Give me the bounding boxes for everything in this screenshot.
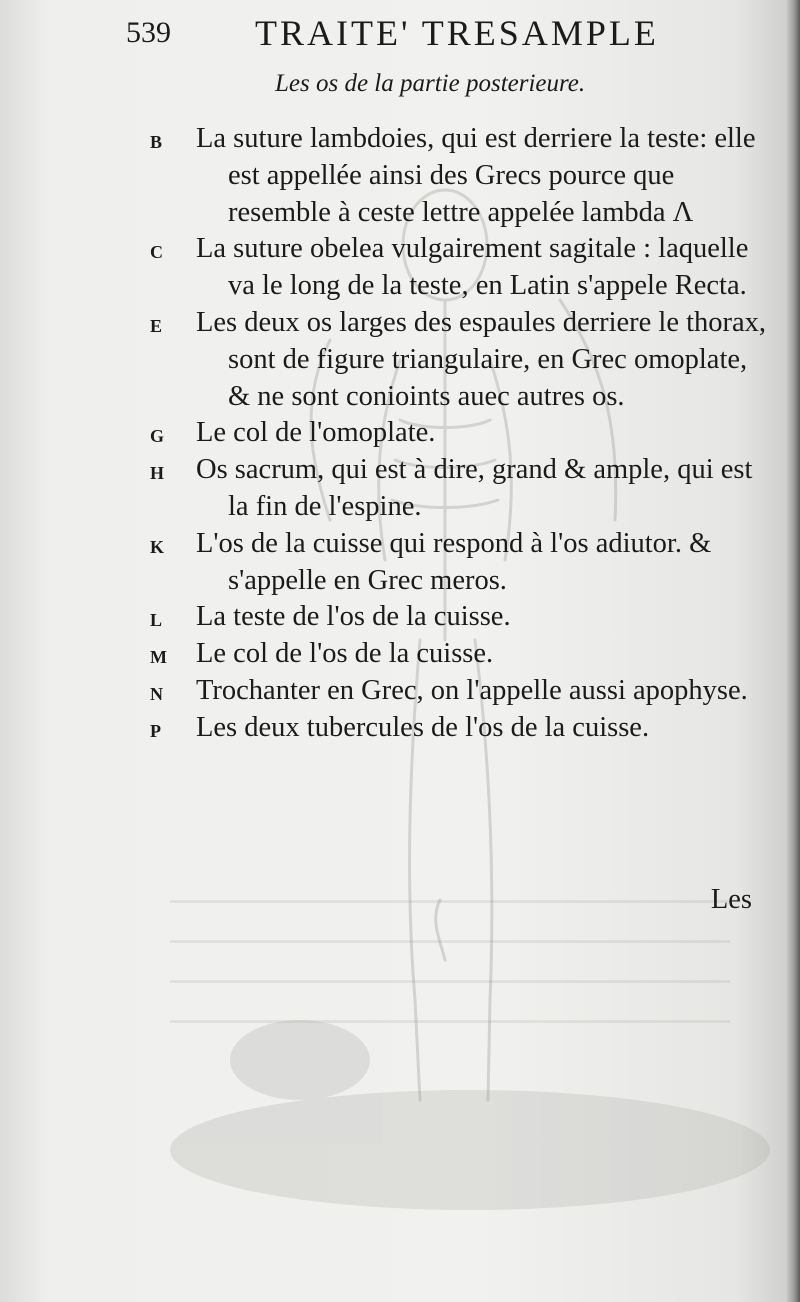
entry-text: Trochanter en Grec, on l'appelle aussi apophyse.	[196, 674, 748, 706]
entry-h	[150, 452, 770, 526]
entry-letter: B	[150, 132, 163, 152]
entry-n	[150, 673, 770, 710]
entry-letter: C	[150, 242, 163, 263]
section-title: Les os de la partie posterieure.	[275, 70, 586, 97]
entry-text: La suture lambdoies, qui est derriere la teste: elle est appellée ainsi des Grecs pource que resemble à ceste lettre appelée lambda Λ	[196, 123, 756, 228]
entry-e	[150, 305, 770, 415]
entry-letter: L	[150, 610, 163, 631]
entry-text: Les deux tubercules de l'os de la cuisse.	[196, 711, 650, 743]
entry-p	[150, 710, 770, 747]
entry-m	[150, 636, 770, 673]
entry-letter: G	[150, 426, 165, 447]
entry-letter: N	[150, 683, 163, 704]
entry-k	[150, 526, 770, 600]
entry-text: L'os de la cuisse qui respond à l'os adiutor. & s'appelle en Grec meros.	[196, 527, 712, 596]
entry-c	[150, 231, 770, 305]
entry-letter: H	[150, 463, 165, 484]
page-edge-shadow	[786, 0, 800, 1302]
entry-b	[150, 121, 770, 231]
entry-letter: M	[150, 647, 167, 668]
entry-text: Os sacrum, qui est à dire, grand & ample, qui est la fin de l'espine.	[196, 454, 753, 522]
entry-text: Le col de l'omoplate.	[196, 417, 436, 449]
page-header	[0, 8, 800, 52]
entry-g	[150, 415, 770, 452]
catchword: Les	[710, 884, 752, 915]
entry-text: La suture obelea vulgairement sagitale : laquelle va le long de la teste, en Latin s'appele Recta.	[196, 233, 749, 302]
entry-text: La teste de l'os de la cuisse.	[196, 601, 511, 633]
entry-letter: P	[150, 720, 161, 741]
running-title: TRAITE' TRESAMPLE	[255, 13, 659, 53]
entry-letter: K	[150, 536, 165, 557]
entry-text: Le col de l'os de la cuisse.	[196, 638, 494, 670]
entry-l	[150, 599, 770, 636]
page-number: 539	[126, 16, 171, 49]
entry-text: Les deux os larges des espaules derriere le thorax, sont de figure triangulaire, en Grec omoplate, & ne sont conioints auec autres os.	[196, 306, 767, 412]
entry-letter: E	[150, 315, 163, 336]
entry-list	[150, 121, 770, 747]
